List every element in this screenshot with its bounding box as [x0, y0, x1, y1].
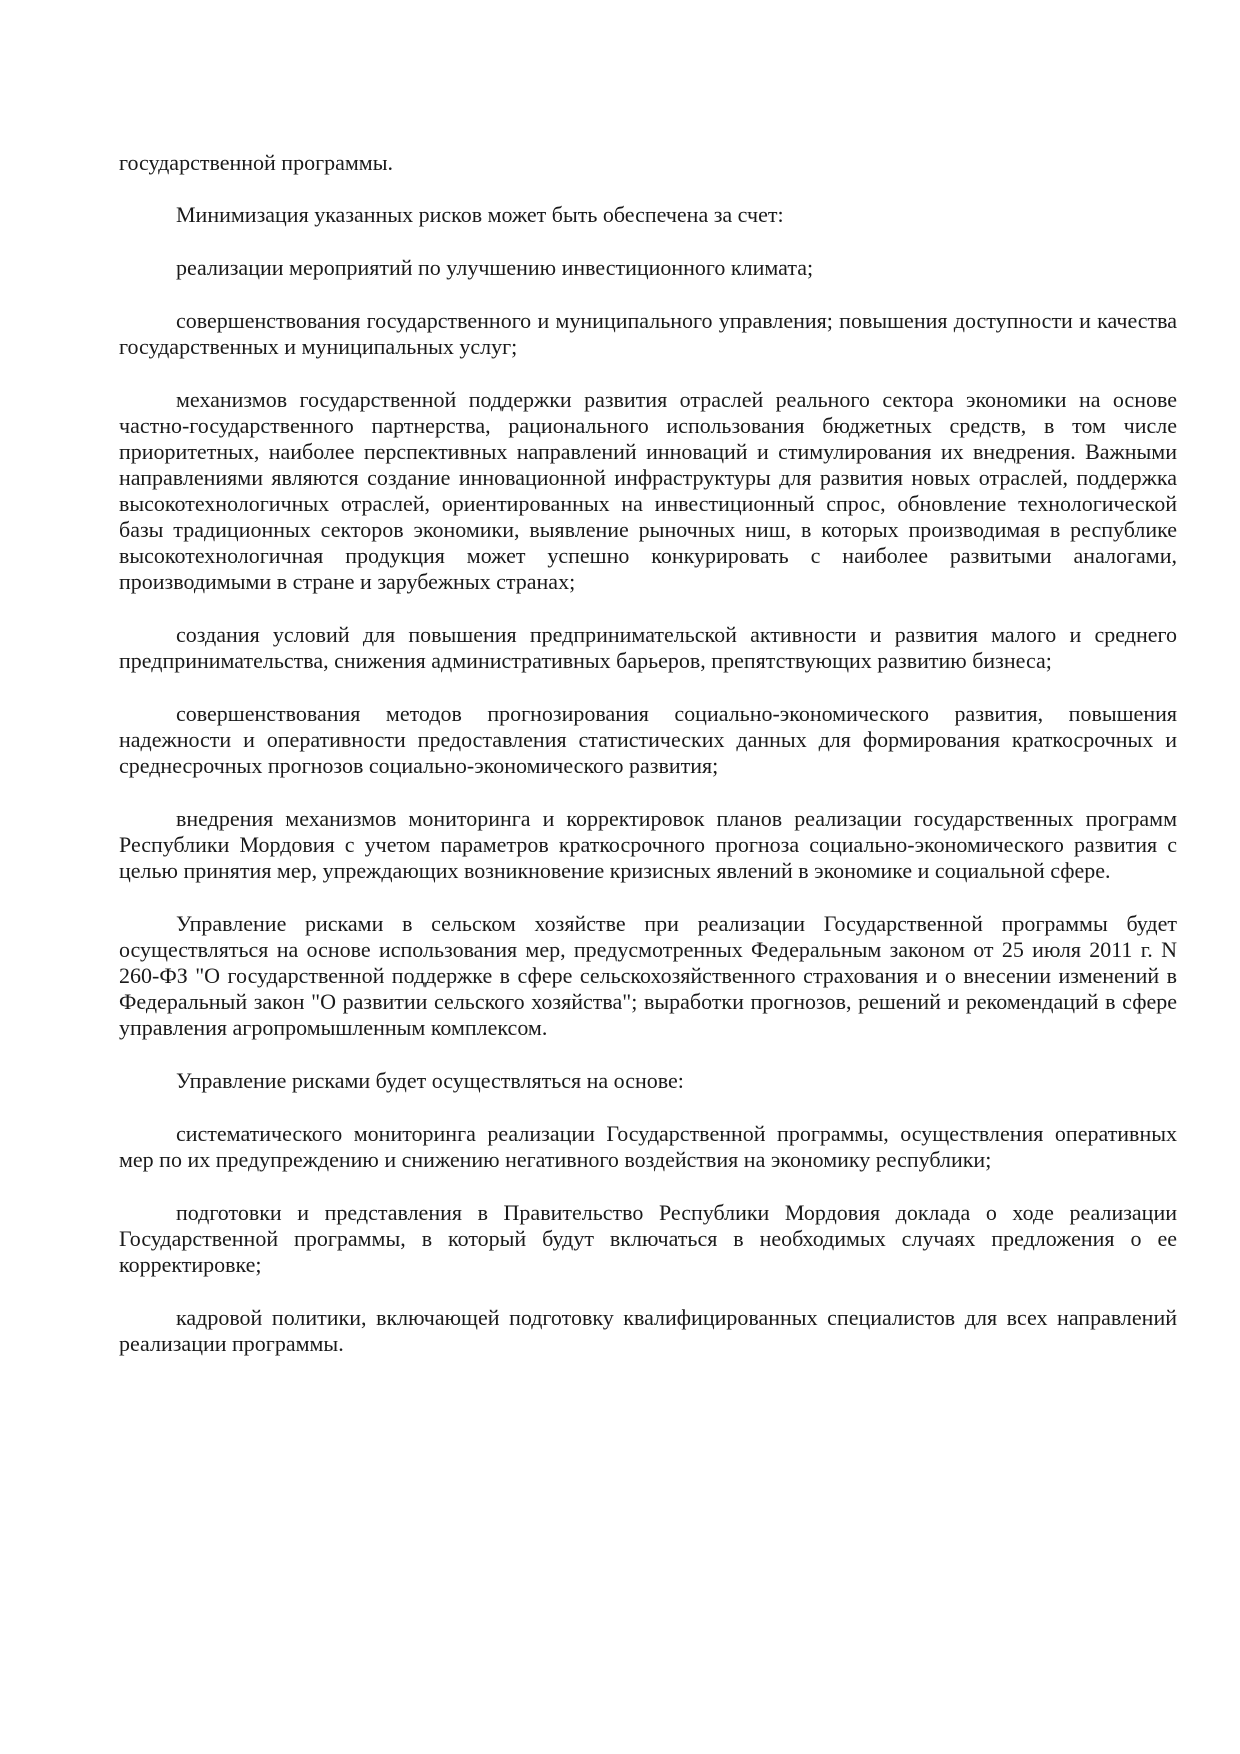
paragraph-personnel-policy: кадровой политики, включающей подготовку квалифицированных специалистов для всех направлений реализации программы.: [119, 1305, 1177, 1356]
paragraph-monitoring-mechanisms: внедрения механизмов мониторинга и корректировок планов реализации государственных программ Республики Мордовия с учетом параметров краткосрочного прогноза социально-экономического развития с целью принятия мер, упреждающих возникновение кризисных явлений в экономике и социальной сфере.: [119, 806, 1177, 883]
paragraph-agriculture-risk-management: Управление рисками в сельском хозяйстве при реализации Государственной программы будет осуществляться на основе использования мер, предусмотренных Федеральным законом от 25 июля 2011 г. N 260-ФЗ "О государственной поддержке в сфере сельскохозяйственного страхования и о внесении изменений в Федеральный закон "О развитии сельского хозяйства"; выработки прогнозов, решений и рекомендаций в сфере управления агропромышленным комплексом.: [119, 911, 1177, 1040]
paragraph-government-report: подготовки и представления в Правительство Республики Мордовия доклада о ходе реализации Государственной программы, в который будут включаться в необходимых случаях предложения о ее корректировке;: [119, 1200, 1177, 1277]
paragraph-systematic-monitoring: систематического мониторинга реализации Государственной программы, осуществления оперативных мер по их предупреждению и снижению негативного воздействия на экономику республики;: [119, 1121, 1177, 1172]
paragraph-entrepreneurship-conditions: создания условий для повышения предпринимательской активности и развития малого и среднего предпринимательства, снижения административных барьеров, препятствующих развитию бизнеса;: [119, 622, 1177, 673]
paragraph-investment-climate: реализации мероприятий по улучшению инвестиционного климата;: [176, 255, 814, 280]
document-body: [119, 150, 1177, 1384]
paragraph-state-support-mechanisms: механизмов государственной поддержки развития отраслей реального сектора экономики на основе частно-государственного партнерства, рационального использования бюджетных средств, в том числе приоритетных, наиболее перспективных направлений инноваций и стимулирования их внедрения. Важными направлениями являются создание инновационной инфраструктуры для развития новых отраслей, поддержка высокотехнологичных отраслей, ориентированных на инвестиционный спрос, обновление технологической базы традиционных секторов экономики, выявление рыночных ниш, в которых производимая в республике высокотехнологичная продукция может успешно конкурировать с наиболее развитыми аналогами, производимыми в стране и зарубежных странах;: [119, 387, 1177, 594]
paragraph-risk-management-basis: Управление рисками будет осуществляться на основе:: [176, 1068, 684, 1093]
paragraph-continuation: государственной программы.: [119, 150, 393, 175]
paragraph-risk-minimization-intro: Минимизация указанных рисков может быть обеспечена за счет:: [176, 202, 784, 227]
paragraph-governance-improvement: совершенствования государственного и муниципального управления; повышения доступности и качества государственных и муниципальных услуг;: [119, 308, 1177, 359]
paragraph-forecasting-methods: совершенствования методов прогнозирования социально-экономического развития, повышения надежности и оперативности предоставления статистических данных для формирования краткосрочных и среднесрочных прогнозов социально-экономического развития;: [119, 701, 1177, 778]
